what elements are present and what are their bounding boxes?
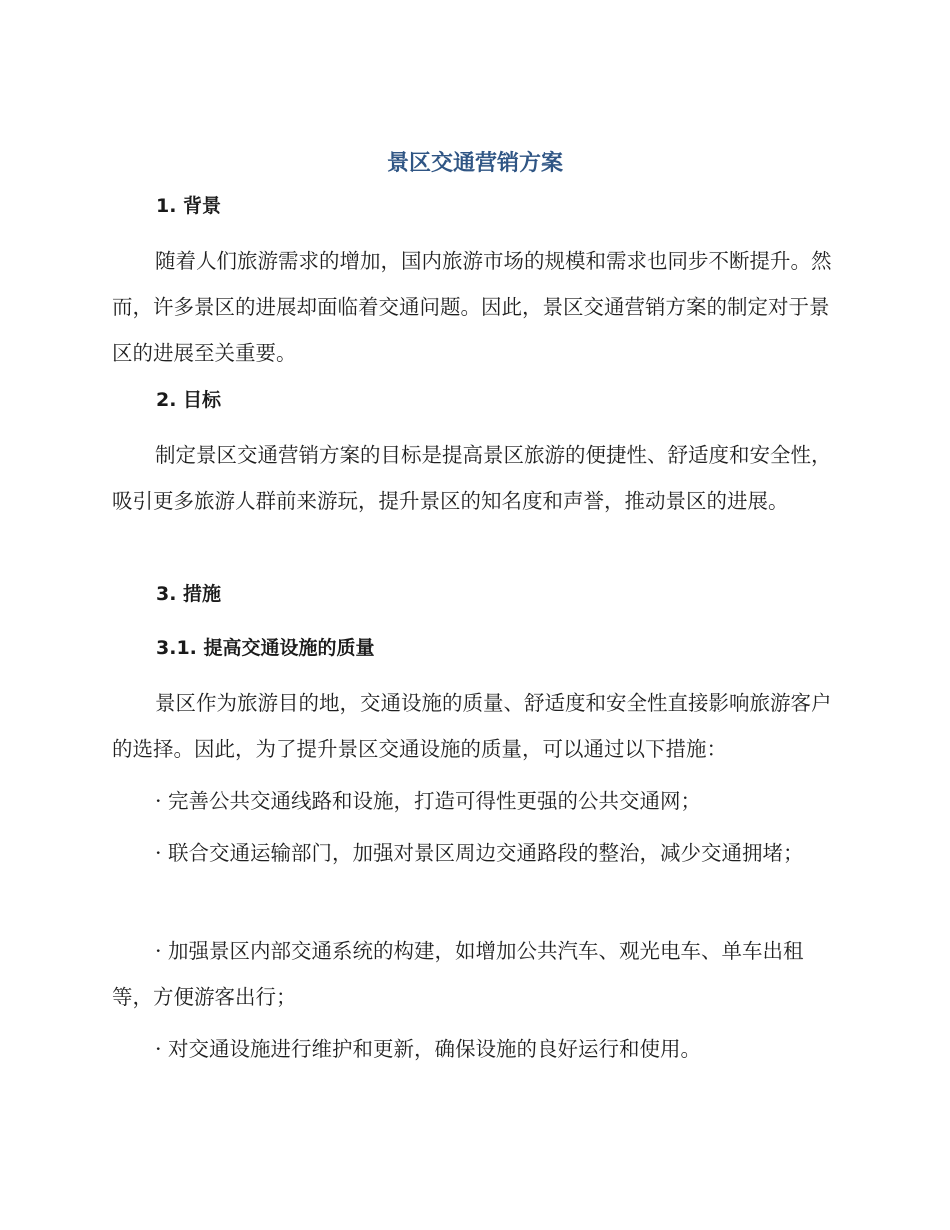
section-heading-background: 1. 背景: [156, 195, 222, 217]
section-paragraph-improve-facilities: 景区作为旅游目的地，交通设施的质量、舒适度和安全性直接影响旅游客户的选择。因此，为了提升景区交通设施的质量，可以通过以下措施：: [112, 691, 832, 761]
bullet-item: · 加强景区内部交通系统的构建，如增加公共汽车、观光电车、单车出租等，方便游客出行；: [112, 939, 804, 1009]
bullet-item: · 对交通设施进行维护和更新，确保设施的良好运行和使用。: [155, 1037, 702, 1061]
section-paragraph-background: 随着人们旅游需求的增加，国内旅游市场的规模和需求也同步不断提升。然而，许多景区的进展却面临着交通问题。因此，景区交通营销方案的制定对于景区的进展至关重要。: [112, 249, 832, 365]
section-heading-improve-facilities: 3.1. 提高交通设施的质量: [156, 637, 375, 659]
section-paragraph-goal: 制定景区交通营销方案的目标是提高景区旅游的便捷性、舒适度和安全性，吸引更多旅游人群前来游玩，提升景区的知名度和声誉，推动景区的进展。: [112, 443, 832, 513]
document-title: 景区交通营销方案: [386, 151, 563, 176]
bullet-item: · 完善公共交通线路和设施，打造可得性更强的公共交通网；: [155, 789, 702, 813]
bullet-item: · 联合交通运输部门，加强对景区周边交通路段的整治，减少交通拥堵；: [155, 841, 804, 865]
section-heading-goal: 2. 目标: [156, 389, 222, 411]
section-heading-measures: 3. 措施: [156, 583, 222, 605]
